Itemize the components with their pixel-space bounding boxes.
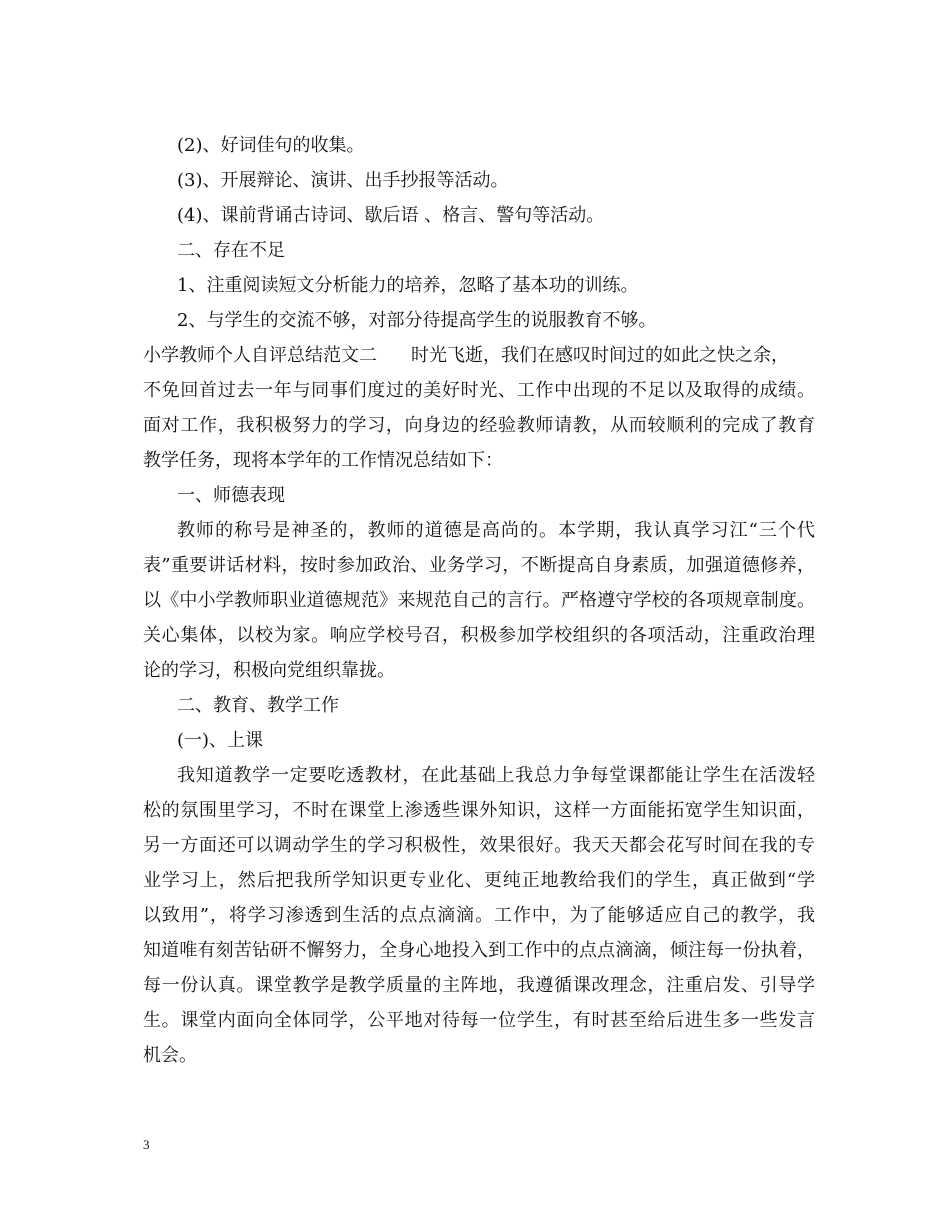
text-line: 2、与学生的交流不够，对部分待提高学生的说服教育不够。 xyxy=(177,310,657,331)
text-line: (4)、课前背诵古诗词、歇后语 、格言、警句等活动。 xyxy=(177,205,605,226)
text-line: 以致用”，将学习渗透到生活的点点滴滴。工作中，为了能够适应自己的教学，我 xyxy=(143,905,815,926)
article-title-line xyxy=(143,338,815,373)
subsection-heading: (一)、上课 xyxy=(177,730,264,751)
text-line: 生。课堂内面向全体同学，公平地对待每一位学生，有时甚至给后进生多一些发言 xyxy=(143,1010,815,1031)
section-heading: 二、教育、教学工作 xyxy=(177,695,339,716)
text-line: 不免回首过去一年与同事们度过的美好时光、工作中出现的不足以及取得的成绩。 xyxy=(143,380,815,401)
text-line: 业学习上，然后把我所学知识更专业化、更纯正地教给我们的学生，真正做到“学 xyxy=(143,870,815,891)
section-heading: 一、师德表现 xyxy=(177,485,285,506)
text-line: 面对工作，我积极努力的学习，向身边的经验教师请教，从而较顺利的完成了教育 xyxy=(143,415,815,436)
text-line: 松的氛围里学习，不时在课堂上渗透些课外知识，这样一方面能拓宽学生知识面， xyxy=(143,800,815,821)
text-line: 时光飞逝，我们在感叹时间过的如此之快之余， xyxy=(411,345,789,366)
text-line: 教师的称号是神圣的，教师的道德是高尚的。本学期，我认真学习江“三个代 xyxy=(177,520,815,541)
text-line: 表”重要讲话材料，按时参加政治、业务学习，不断提高自身素质，加强道德修养， xyxy=(143,555,815,576)
text-line: 机会。 xyxy=(143,1045,197,1066)
text-line: (3)、开展辩论、演讲、出手抄报等活动。 xyxy=(177,170,509,191)
text-line: 1、注重阅读短文分析能力的培养，忽略了基本功的训练。 xyxy=(177,275,639,296)
text-line: 我知道教学一定要吃透教材，在此基础上我总力争每堂课都能让学生在活泼轻 xyxy=(177,765,815,786)
page-number: 3 xyxy=(143,1137,150,1152)
document-body xyxy=(143,128,815,1073)
text-line: 每一份认真。课堂教学是教学质量的主阵地，我遵循课改理念，注重启发、引导学 xyxy=(143,975,815,996)
text-line: 知道唯有刻苦钻研不懈努力，全身心地投入到工作中的点点滴滴，倾注每一份执着， xyxy=(143,940,815,961)
text-line: 关心集体，以校为家。响应学校号召，积极参加学校组织的各项活动，注重政治理 xyxy=(143,625,815,646)
text-line: 教学任务，现将本学年的工作情况总结如下： xyxy=(143,450,503,471)
text-line: 另一方面还可以调动学生的学习积极性，效果很好。我天天都会花写时间在我的专 xyxy=(143,835,815,856)
article-title: 小学教师个人自评总结范文二 xyxy=(143,345,377,366)
text-line: 以《中小学教师职业道德规范》来规范自己的言行。严格遵守学校的各项规章制度。 xyxy=(143,590,815,611)
text-line: (2)、好词佳句的收集。 xyxy=(177,135,365,156)
section-heading: 二、存在不足 xyxy=(177,240,285,261)
text-line: 论的学习，积极向党组织靠拢。 xyxy=(143,660,395,681)
